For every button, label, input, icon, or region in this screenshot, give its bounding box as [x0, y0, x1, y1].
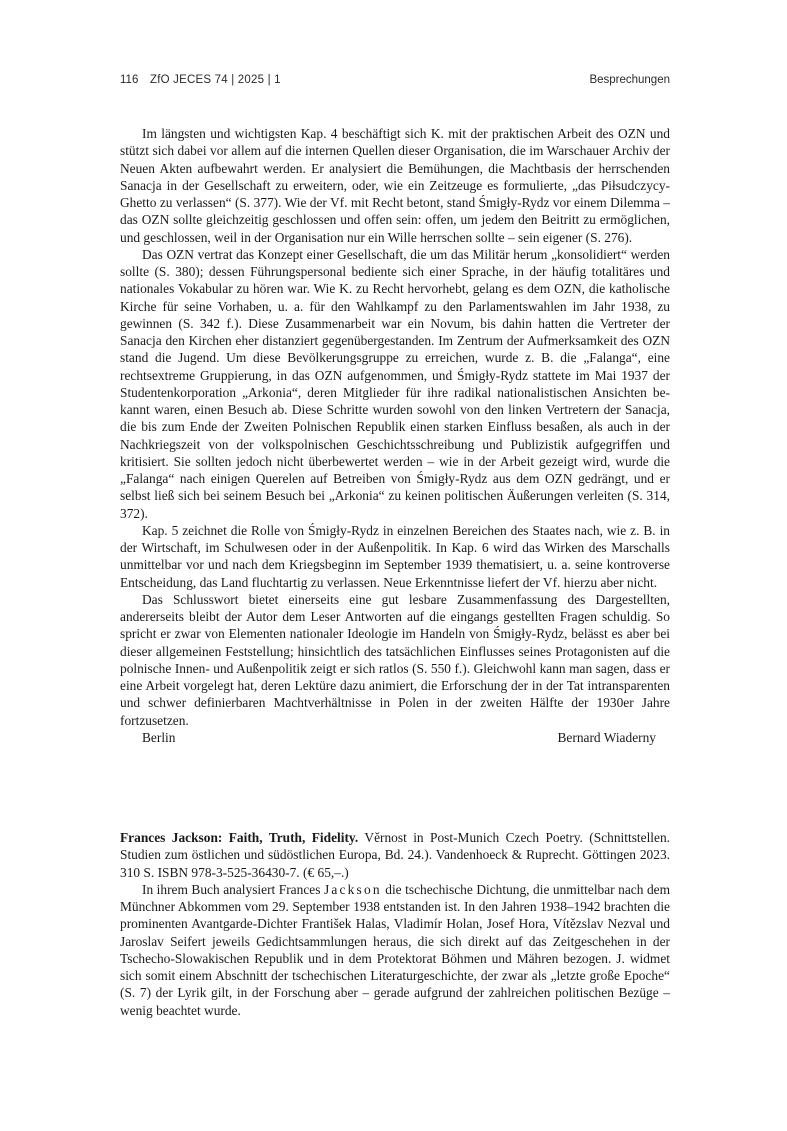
- book-author-title: Frances Jackson: Faith, Truth, Fidelity.: [120, 830, 359, 845]
- section-title: Besprechungen: [589, 74, 670, 86]
- author-surname: Jackson: [323, 881, 382, 897]
- review-continuation: [120, 125, 670, 746]
- journal-name: ZfO JECES 74 | 2025 | 1: [150, 74, 281, 86]
- reviewer-city: Berlin: [142, 729, 176, 745]
- paragraph-body: die tschechische Dichtung, die unmittelbar nach dem Münchner Abkommen vom 29. September 1938 entstanden ist. In den Jahren 1938–1942 brachten die prominenten Avantgarde-Dichter František Halas, Vladimír Holan, Josef Hora, Vítězslav Nezval und Jaroslav Seifert jeweils Gedichtsammlungen heraus, die sich direkt auf das Zeitgeschehen in der Tschecho-Slowakischen Republik und in dem Protektorat Böhmen und Mähren bezogen. J. widmet sich somit einem Abschnitt der tschechischen Literaturgeschichte, der zwar als „letzte große Epoche“ (S. 7) der Lyrik gilt, in der Forschung aber – gerade aufgrund der zahlreichen politischen Bezüge – wenig beachtet wurde.: [120, 881, 671, 1018]
- page-number: 116: [120, 74, 139, 86]
- paragraph: Das Schlusswort bietet einerseits eine gut lesbare Zusammenfassung des Dargestellten, andererseits bleibt der Autor dem Leser Antworten auf die eingangs gestellten Fragen schuldig. So spricht er zwar von Elementen nationaler Ideologie im Handeln von Śmigły-Rydz, belässt es aber bei dieser allgemeinen Feststellung; hinsichtlich des tatsächlichen Einflusses seines Protagonisten auf die polnische Innen- und Außenpolitik zeigt er sich ratlos (S. 550 f.). Gleichwohl kann man sagen, dass er eine Arbeit vorgelegt hat, deren Lektüre dazu animiert, die Erforschung der in der Tat intransparenten und schwer definierbaren Machtverhältnisse in Polen in der zweiten Hälfte der 1930er Jahre fortzusetzen.: [120, 591, 670, 728]
- running-header: [120, 74, 670, 90]
- paragraph: Kap. 5 zeichnet die Rolle von Śmigły-Rydz in einzelnen Bereichen des Staates nach, wie z. B. in der Wirtschaft, im Schulwesen oder in der Außenpolitik. In Kap. 6 wird das Wirken des Marschalls unmittelbar vor und nach dem Kriegsbeginn im September 1939 thematisiert, u. a. seine kontroverse Entscheidung, das Land fluchtartig zu verlassen. Neue Erkenntnisse liefert der Vf. hierzu aber nicht.: [120, 522, 670, 590]
- paragraph: Das OZN vertrat das Konzept einer Gesellschaft, die um das Militär herum „konsolidiert“ werden sollte (S. 380); dessen Führungspersonal bediente sich einer Sprache, in der häufig totalitäres und nationales Vokabular zu hören war. Wie K. zu Recht hervorhebt, gelang es dem OZN, die katholische Kirche für seine Vorhaben, u. a. für den Wahlkampf zu den Parlamentswahlen im Jahr 1938, zu gewinnen (S. 342 f.). Diese Zusammenarbeit war ein Novum, bis dahin hatten die Vertreter der Sanacja den Kirchen eher distanziert gegenübergestanden. Im Zentrum der Aufmerksamkeit des OZN stand die Jugend. Um diese Bevölkerungsgruppe zu erreichen, wurde z. B. die „Falanga“, eine rechtsextreme Gruppierung, in das OZN aufgenommen, und Śmigły-Rydz stattete im Mai 1937 der Studentenkorporation „Arkonia“, deren Mitglieder für ihre radikal nationalistischen Ansichten bekannt waren, einen Besuch ab. Diese Schritte wurden sowohl von den linken Vertretern der Sanacja, die bis zum Ende der Zweiten Polnischen Republik einen starken Einfluss besaßen, als auch in der Nachkriegszeit von der volkspolnischen Geschichtsschreibung und Publizistik aufgegriffen und kritisiert. Sie sollten jedoch nicht überbewertet werden – wie in der Arbeit gezeigt wird, wurde die „Falanga“ nach einigen Querelen auf Betreiben von Śmigły-Rydz aus dem OZN gedrängt, und er selbst ließ sich bei seinem Besuch bei „Arkonia“ zu keinen politischen Äußerungen verleiten (S. 314, 372).: [120, 246, 670, 521]
- book-details: Věrnost in Post-Munich Czech Poetry. (Schnittstellen. Studien zum östlichen und südöstlichen Europa, Bd. 24.). Vandenhoeck & Ruprecht. Göttingen 2023. 310 S. ISBN 978-3-525-36430-7. (€ 65,–.): [120, 830, 671, 880]
- bibliographic-entry: [120, 829, 670, 881]
- review-signature: [120, 729, 670, 746]
- paragraph-intro: In ihrem Buch analysiert Frances: [142, 881, 324, 897]
- paragraph: Im längsten und wichtigsten Kap. 4 beschäftigt sich K. mit der praktischen Arbeit des OZN und stützt sich dabei vor allem auf die internen Quellen dieser Organisation, die im Warschauer Archiv der Neuen Akten aufbewahrt werden. Er analysiert die Bemühungen, die Machtbasis der herrschenden Sanacja in der Gesellschaft zu erweitern, oder, wie ein Zeitzeuge es formulierte, „das Piłsudczycy-Ghetto zu verlassen“ (S. 377). Wie der Vf. mit Recht betont, stand Śmigły-Rydz vor einem Dilemma – das OZN sollte gleichzeitig geschlossen und offen sein: offen, um jedem den Beitritt zu ermöglichen, und geschlossen, weil in der Organisation nur ein Wille herrschen sollte – sein eigener (S. 276).: [120, 126, 670, 245]
- reviewer-name: Bernard Wiaderny: [557, 729, 656, 745]
- review-jackson: [120, 829, 670, 1019]
- paragraph: [120, 881, 670, 1019]
